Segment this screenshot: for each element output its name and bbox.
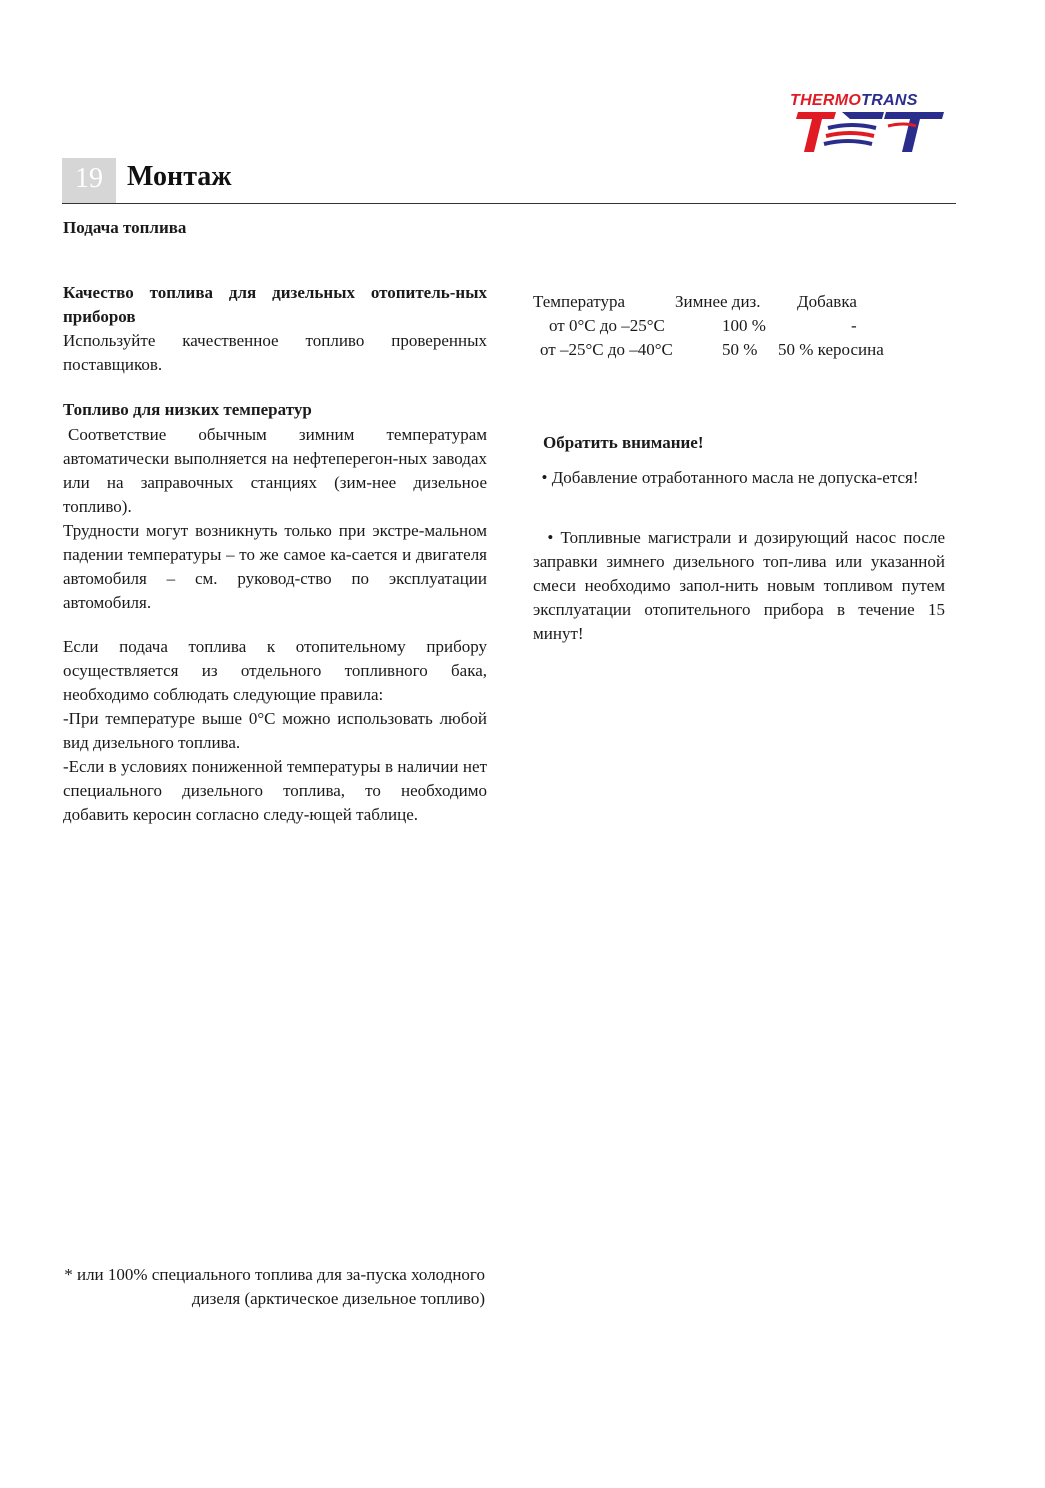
separate-tank-section	[63, 635, 487, 827]
low-temp-fuel-text	[63, 423, 487, 615]
fuel-quality-heading: Качество топлива для дизельных отопитель-ных приборов	[63, 283, 487, 326]
table-header-additive: Добавка	[797, 292, 857, 311]
logo-wordmark	[790, 92, 918, 110]
low-temp-paragraph-2: Трудности могут возникнуть только при экстре-мальном падении температуры – то же самое ка-сается и двигателя автомобиля – см. руковод-ство по эксплуатации автомобиля.	[63, 521, 487, 612]
attention-heading: Обратить внимание!	[543, 433, 704, 452]
attention-item	[533, 526, 945, 646]
table-cell-temperature: от 0°С до –25°С	[549, 316, 665, 335]
separate-tank-intro: Если подача топлива к отопительному прибору осуществляется из отдельного топливного бака, необходимо соблюдать следующие правила:	[63, 637, 487, 704]
table-cell-winter-diesel: 100 %	[722, 316, 766, 335]
section-title: Монтаж	[127, 161, 232, 192]
section-number: 19	[62, 158, 116, 204]
rule-low-temp-kerosene: -Если в условиях пониженной температуры в наличии нет специального дизельного топлива, то необходимо добавить керосин согласно следу-ющей таблице.	[63, 757, 487, 824]
attention-item	[533, 466, 945, 490]
logo-word-thermo: THERMO	[790, 92, 862, 109]
footnote: * или 100% специального топлива для за-пуска холодного дизеля (арктическое дизельное топливо)	[64, 1265, 485, 1308]
thermotrans-logo	[788, 92, 956, 156]
fuel-quality-text: Используйте качественное топливо проверенных поставщиков.	[63, 331, 487, 374]
bullet-icon: •	[541, 468, 548, 487]
table-header-temperature: Температура	[533, 292, 626, 311]
attention-item-text: Топливные магистрали и дозирующий насос после заправки зимнего дизельного топ-лива или указанной смеси необходимо запол-нить новым топливом путем эксплуатации отопительного прибора в течение 15 минут!	[533, 528, 945, 643]
low-temp-fuel-heading: Топливо для низких температур	[63, 400, 312, 419]
bullet-icon: •	[547, 528, 554, 547]
table-cell-additive: 50 % керосина	[778, 340, 884, 359]
low-temp-paragraph-1: Соответствие обычным зимним температурам автоматически выполняется на нефтеперегон-ных заводах или на заправочных станциях (зим-нее дизельное топливо).	[63, 425, 487, 516]
attention-item-text: Добавление отработанного масла не допуска-ется!	[551, 468, 919, 487]
logo-word-trans: TRANS	[861, 92, 918, 109]
header-divider	[62, 203, 956, 204]
table-cell-additive: -	[851, 316, 857, 335]
rule-above-zero: -При температуре выше 0°С можно использовать любой вид дизельного топлива.	[63, 709, 487, 752]
table-header-winter-diesel: Зимнее диз.	[675, 292, 761, 311]
table-cell-temperature: от –25°С до –40°С	[540, 340, 673, 359]
table-cell-winter-diesel: 50 %	[722, 340, 758, 359]
fuel-supply-heading: Подача топлива	[63, 218, 187, 237]
logo-tet-mark-icon	[792, 110, 952, 154]
